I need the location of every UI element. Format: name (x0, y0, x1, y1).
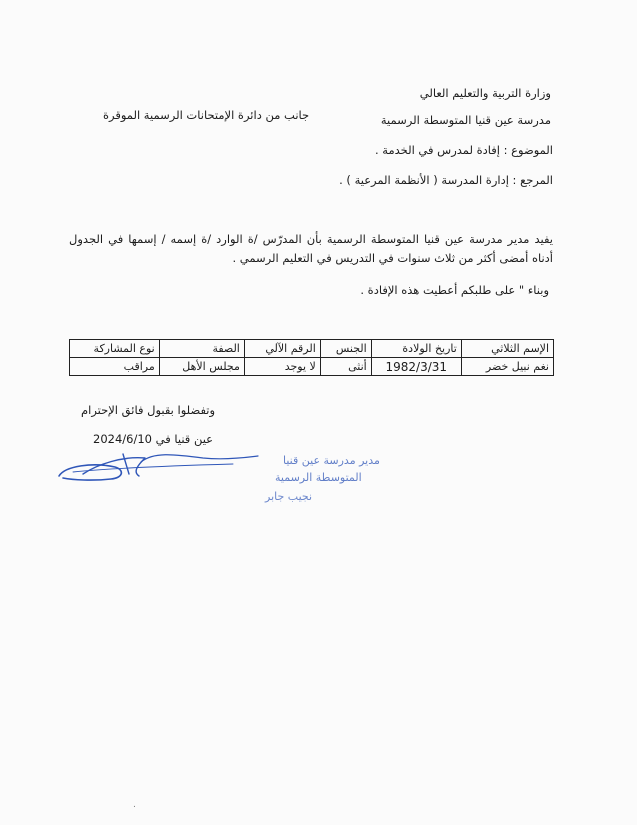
body-paragraph: يفيد مدير مدرسة عين قنيا المتوسطة الرسمية بأن المدرّس /ة الوارد /ة إسمه / إسمها في الجدول أدناه أمضى أكثر من ثلاث سنوات في التدريس في التعليم الرسمي . (69, 232, 553, 265)
header-full-name: الإسم الثلاثي (461, 340, 553, 358)
subject-line: الموضوع : إفادة لمدرس في الخدمة . (374, 143, 553, 157)
cell-number: لا يوجد (244, 358, 320, 376)
stamp-line-2: المتوسطة الرسمية (275, 471, 362, 484)
body-closing-paragraph: وبناء " على طلبكم أعطيت هذه الإفادة . (360, 283, 549, 297)
signature-stamp-icon (53, 448, 380, 518)
cell-gender: أنثى (320, 358, 371, 376)
table-header-row (70, 340, 554, 358)
cell-date-of-birth: 1982/3/31 (371, 358, 461, 376)
place-date-line: عين قنيا في 2024/6/10 (93, 432, 214, 446)
stamp-line-1: مدير مدرسة عين قنيا (283, 454, 380, 467)
reference-line: المرجع : إدارة المدرسة ( الأنظمة المرعية ) . (339, 173, 553, 187)
recipient-line: جانب من دائرة الإمتحانات الرسمية الموقرة (103, 108, 310, 122)
header-date-of-birth: تاريخ الولادة (371, 340, 461, 358)
school-name: مدرسة عين قنيا المتوسطة الرسمية (380, 113, 551, 127)
cell-role: مجلس الأهل (159, 358, 244, 376)
ministry-name: وزارة التربية والتعليم العالي (419, 86, 551, 100)
footer-mark: . (133, 800, 136, 810)
cell-full-name: نغم نبيل خضر (461, 358, 553, 376)
closing-line: وتفضلوا بقبول فائق الإحترام (81, 403, 216, 417)
header-role: الصفة (159, 340, 244, 358)
table-row (70, 358, 554, 376)
stamp-line-3: نجيب جابر (265, 490, 313, 503)
teacher-info-table (69, 339, 554, 376)
cell-participation: مراقب (70, 358, 160, 376)
header-gender: الجنس (320, 340, 371, 358)
header-number: الرقم الآلي (244, 340, 320, 358)
header-participation: نوع المشاركة (70, 340, 160, 358)
